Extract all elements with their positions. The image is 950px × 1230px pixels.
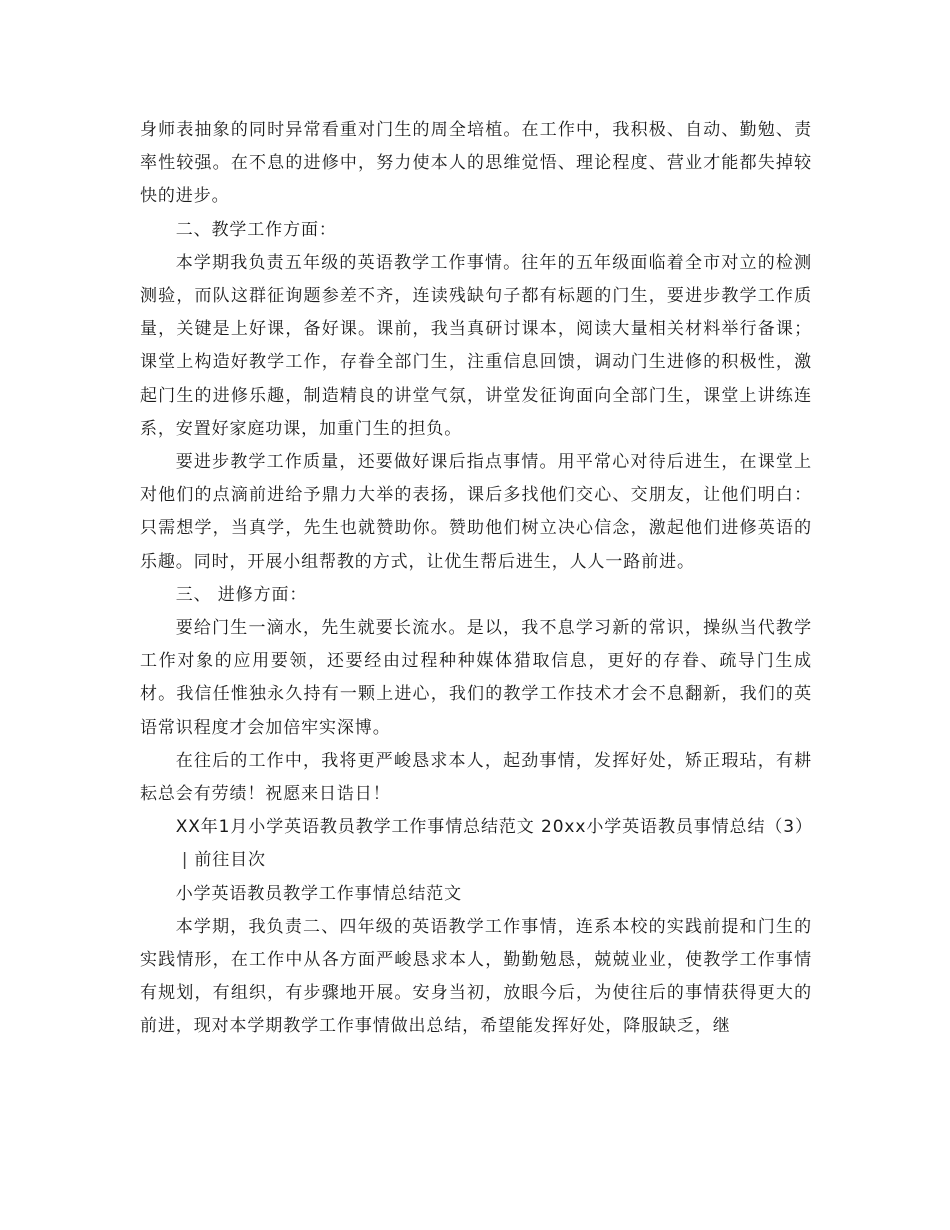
article-title: 小学英语教员教学工作事情总结范文 — [175, 883, 463, 904]
paragraph-continuous-learning: 要给门生一滴水，先生就要长流水。是以，我不息学习新的常识，操纵当代教学工作对象的应用要领，还要经由过程种种媒体猎取信息，更好的存眷、疏导门生成材。我信任惟独永久持有一颗上进心，我们的教学工作技术才会不息翻新，我们的英语常识程度才会加倍牢实深博。 — [140, 618, 812, 738]
paragraph-continuation: 身师表抽象的同时异常看重对门生的周全培植。在工作中，我积极、自动、勤勉、责率性较强。在不息的进修中，努力使本人的思维觉悟、理论程度、营业才能都失掉较快的进步。 — [140, 120, 812, 207]
section-heading-teaching: 二、教学工作方面： — [175, 219, 337, 240]
paragraph-semester-overview: 本学期，我负责二、四年级的英语教学工作事情，连系本校的实践前提和门生的实践情形，在工作中从各方面严峻恳求本人，勤勤勉恳，兢兢业业，使教学工作事情有规划，有组织，有步骤地开展。安身当初，放眼今后，为使往后的事情获得更大的前进，现对本学期教学工作事情做出总结，希望能发挥好处，降服缺乏，继 — [140, 916, 812, 1037]
document-body — [140, 114, 812, 1044]
related-article-link[interactable]: XX年1月小学英语教员教学工作事情总结范文 20xx小学英语教员事情总结（3） — [175, 817, 813, 838]
nav-separator: | — [181, 850, 189, 871]
section-heading-study: 三、 进修方面： — [175, 584, 308, 605]
paragraph-teaching-quality: 本学期我负责五年级的英语教学工作事情。往年的五年级面临着全市对立的检测测验，而队这群征询题参差不齐，连读残缺句子都有标题的门生，要进步教学工作质量，关键是上好课，备好课。课前，我当真研讨课本，阅读大量相关材料举行备课；课堂上构造好教学工作，存眷全部门生，注重信息回馈，调动门生进修的积极性，激起门生的进修乐趣，制造精良的讲堂气氛，讲堂发征询面向全部门生，课堂上讲练连系，安置好家庭功课，加重门生的担负。 — [140, 252, 812, 439]
toc-link[interactable]: 前往目次 — [194, 850, 266, 871]
paragraph-after-class-guidance: 要进步教学工作质量，还要做好课后指点事情。用平常心对待后进生，在课堂上对他们的点滴前进给予鼎力大举的表扬，课后多找他们交心、交朋友，让他们明白：只需想学，当真学，先生也就赞助你。赞助他们树立决心信念，激起他们进修英语的乐趣。同时，开展小组帮教的方式，让优生帮后进生，人人一路前进。 — [140, 452, 812, 572]
related-article-nav — [140, 811, 812, 877]
paragraph-closing-wishes: 在往后的工作中，我将更严峻恳求本人，起劲事情，发挥好处，矫正瑕玷，有耕耘总会有劳绩！祝愿来日诰日！ — [140, 750, 812, 805]
